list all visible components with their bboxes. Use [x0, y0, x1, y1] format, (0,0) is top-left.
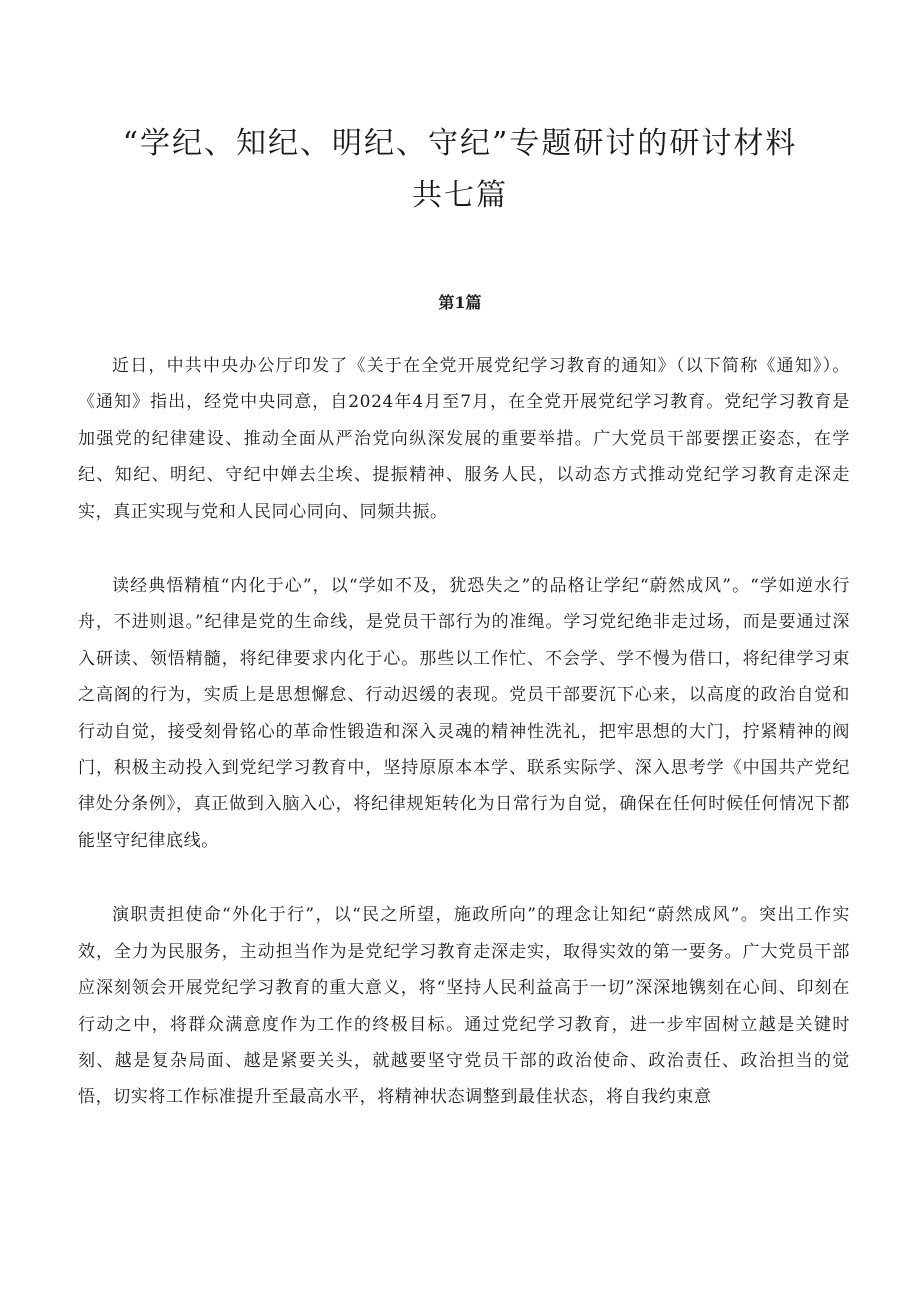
paragraph-2: 读经典悟精植“内化于心”，以“学如不及，犹恐失之”的品格让学纪“蔚然成风”。“学如逆水行舟，不进则退。”纪律是党的生命线，是党员干部行为的准绳。学习党纪绝非走过场，而是要通过深入研读、领悟精髓，将纪律要求内化于心。那些以工作忙、不会学、学不慢为借口，将纪律学习束之高阁的行为，实质上是思想懈怠、行动迟缓的表现。党员干部要沉下心来，以高度的政治自觉和行动自觉，接受刻骨铭心的革命性锻造和深入灵魂的精神性洗礼，把牢思想的大门，拧紧精神的阀门，积极主动投入到党纪学习教育中，坚持原原本本学、联系实际学、深入思考学《中国共产党纪律处分条例》，真正做到入脑入心，将纪律规矩转化为日常行为自觉，确保在任何时候任何情况下都能坚守纪律底线。	[78, 576, 850, 851]
section-heading: 第1篇	[438, 293, 482, 312]
document-title-line-1: “学纪、知纪、明纪、守纪”专题研讨的研讨材料	[122, 126, 798, 161]
paragraph-3: 演职责担使命“外化于行”，以“民之所望，施政所向”的理念让知纪“蔚然成风”。突出工作实效，全力为民服务，主动担当作为是党纪学习教育走深走实，取得实效的第一要务。广大党员干部应深刻领会开展党纪学习教育的重大意义，将“坚持人民利益高于一切”深深地镌刻在心间、印刻在行动之中，将群众满意度作为工作的终极目标。通过党纪学习教育，进一步牢固树立越是关键时刻、越是复杂局面、越是紧要关头，就越要坚守党员干部的政治使命、政治责任、政治担当的觉悟，切实将工作标准提升至最高水平，将精神状态调整到最佳状态，将自我约束意	[78, 905, 850, 1108]
document-body	[78, 348, 850, 1154]
document-title-line-2: 共七篇	[412, 178, 508, 213]
paragraph-1: 近日，中共中央办公厅印发了《关于在全党开展党纪学习教育的通知》（以下简称《通知》）。《通知》指出，经党中央同意，自2024年4月至7月，在全党开展党纪学习教育。党纪学习教育是加强党的纪律建设、推动全面从严治党向纵深发展的重要举措。广大党员干部要摆正姿态，在学纪、知纪、明纪、守纪中婵去尘埃、提振精神、服务人民，以动态方式推动党纪学习教育走深走实，真正实现与党和人民同心同向、同频共振。	[78, 356, 850, 522]
document-title	[90, 118, 830, 222]
